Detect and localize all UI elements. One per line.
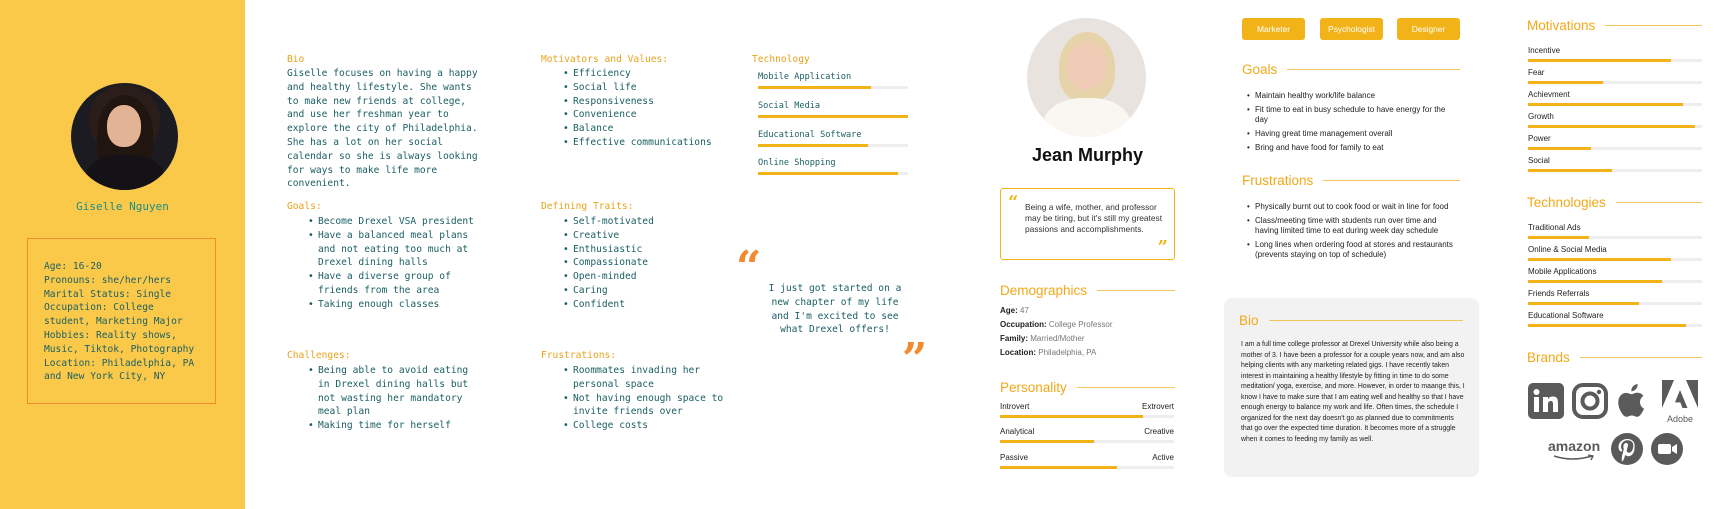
persona2-frustrations-list: [1245, 202, 1460, 264]
divider: [1323, 180, 1460, 181]
list-item: • Having great time management overall: [1245, 129, 1460, 139]
persona1-frustrations-title: Frustrations:: [541, 350, 617, 361]
info-location: Location: Philadelphia, PA and New York City, NY: [44, 357, 200, 383]
persona2-name: Jean Murphy: [1031, 145, 1144, 165]
persona1-frustrations-list: [563, 364, 738, 433]
meter-fill: [1528, 147, 1591, 150]
list-item: • Balance: [563, 122, 738, 136]
scale-right-label: Creative: [1144, 427, 1174, 436]
list-item: • Creative: [563, 229, 723, 243]
meter-track: [1528, 147, 1702, 150]
tech-item-mobile: [758, 72, 908, 89]
technology-friends-referrals: [1528, 289, 1702, 305]
quote-close-icon: ”: [902, 334, 928, 385]
list-item: • Long lines when ordering food at stores and restaurants (prevents staying on top of schedule): [1245, 240, 1460, 260]
kv-value: College Professor: [1048, 320, 1113, 329]
scale-left-label: Passive: [1000, 453, 1029, 462]
divider: [1077, 387, 1175, 388]
persona1-name: Giselle Nguyen: [76, 200, 169, 213]
tech-fill: [758, 115, 908, 118]
meter-label: Social: [1528, 156, 1550, 165]
meter-fill: [1528, 280, 1662, 283]
tech-track: [758, 115, 908, 118]
tech-track: [758, 172, 908, 175]
demographics-occupation: [1000, 320, 1113, 329]
scale-left-label: Analytical: [1000, 427, 1035, 436]
motivations-heading: [1527, 18, 1702, 33]
personality-scale-passive: [1000, 453, 1174, 469]
persona2-bio-card: [1224, 298, 1479, 477]
personality-heading: [1000, 380, 1175, 395]
amazon-label: amazon: [1548, 438, 1601, 454]
tech-item-educational: [758, 130, 908, 147]
persona2-quote-box: [1000, 188, 1175, 260]
list-item: • Taking enough classes: [308, 298, 483, 312]
divider: [1580, 357, 1702, 358]
avatar-body: [1043, 98, 1131, 137]
divider: [1605, 25, 1702, 26]
tech-fill: [758, 86, 871, 89]
meter-label: Growth: [1528, 112, 1554, 121]
list-item: • Maintain healthy work/life balance: [1245, 91, 1460, 101]
kv-key: Family:: [1000, 334, 1029, 343]
scale-track: [1000, 415, 1174, 418]
motivation-social: [1528, 156, 1702, 172]
meter-fill: [1528, 302, 1639, 305]
scale-right-label: Extrovert: [1141, 402, 1174, 411]
scale-left-label: Introvert: [1000, 402, 1030, 411]
amazon-icon: [1548, 438, 1604, 464]
persona1-technology-title: Technology: [752, 54, 810, 65]
tech-track: [758, 144, 908, 147]
list-item: • Making time for herself: [308, 419, 483, 433]
bio-heading: [1239, 313, 1463, 328]
persona1-goals-title: Goals:: [287, 201, 322, 212]
scale-right-label: Active: [1152, 453, 1174, 462]
avatar-body: [85, 155, 165, 190]
list-item: • Caring: [563, 284, 723, 298]
demographics-heading: [1000, 283, 1175, 298]
meter-label: Friends Referrals: [1528, 289, 1590, 298]
technology-educational-software: [1528, 311, 1702, 327]
persona2-bio-text: I am a full time college professor at Drexel University while also being a mother of 3. I have been a professor for a couple years now, and am also helping clients with any marketing related gigs. I have recently taken interest in maintaining a healthy lifestyle by fitting in time to do some meditation/ yoga, exercise, and more. However, in order to maange this, I know I have to make sure that I am eating well and healthy so that I have enough energy to balance my work and life. Often times, the schedule I organized for the next day doesn't go as planned due to commitments that go over the expected time duration. It becomes more of a struggle when it comes to feeding my family as well.: [1241, 341, 1465, 443]
kv-key: Occupation:: [1000, 320, 1047, 329]
scale-fill: [1000, 440, 1094, 443]
meter-fill: [1528, 59, 1671, 62]
persona1-quote: I just got started on a new chapter of my life and I'm excited to see what Drexel offers!: [768, 283, 902, 336]
info-hobbies: Hobbies: Reality shows, Music, Tiktok, Photography: [44, 329, 195, 355]
tag-designer: Designer: [1397, 18, 1460, 40]
list-item: • Open-minded: [563, 270, 723, 284]
divider: [1097, 290, 1175, 291]
demographics-age: [1000, 306, 1029, 315]
persona1-challenges-list: [308, 364, 483, 433]
list-item: • Fit time to eat in busy schedule to have energy for the day: [1245, 105, 1460, 125]
list-item: • Have a diverse group of friends from the area: [308, 270, 483, 298]
demographics-location: [1000, 348, 1096, 357]
kv-value: Philadelphia, PA: [1038, 348, 1097, 357]
pinterest-icon: [1610, 432, 1644, 466]
video-camera-icon: [1650, 432, 1684, 466]
personality-scale-introvert: [1000, 402, 1174, 418]
persona2-frustrations-heading: [1242, 173, 1460, 188]
meter-fill: [1528, 81, 1603, 84]
meter-fill: [1528, 258, 1671, 261]
motivations-title: Motivations: [1527, 18, 1596, 33]
list-item: • Efficiency: [563, 67, 738, 81]
frustrations-title: Frustrations: [1242, 173, 1314, 188]
apple-icon: [1615, 380, 1651, 420]
persona1-info-box: [27, 238, 216, 404]
persona2-goals-list: [1245, 91, 1460, 157]
meter-label: Power: [1528, 134, 1551, 143]
divider: [1287, 69, 1460, 70]
meter-track: [1528, 280, 1702, 283]
tech-label: Online Shopping: [758, 158, 836, 168]
tag-psychologist: Psychologist: [1320, 18, 1383, 40]
adobe-label: Adobe: [1666, 414, 1694, 424]
list-item: • Roommates invading her personal space: [563, 364, 738, 392]
meter-track: [1528, 59, 1702, 62]
linkedin-icon: [1527, 382, 1565, 420]
scale-fill: [1000, 415, 1143, 418]
persona2-goals-heading: [1242, 62, 1460, 77]
technology-traditional-ads: [1528, 223, 1702, 239]
motivation-fear: [1528, 68, 1702, 84]
list-item: • College costs: [563, 419, 738, 433]
persona1-challenges-title: Challenges:: [287, 350, 351, 361]
instagram-icon: [1571, 382, 1609, 420]
list-item: • Not having enough space to invite friends over: [563, 392, 738, 420]
motivation-growth: [1528, 112, 1702, 128]
list-item: • Social life: [563, 81, 738, 95]
meter-fill: [1528, 324, 1686, 327]
tech-fill: [758, 144, 868, 147]
info-age: Age: 16-20: [44, 261, 102, 272]
meter-label: Incentive: [1528, 46, 1561, 55]
meter-label: Educational Software: [1528, 311, 1604, 320]
list-item: • Convenience: [563, 108, 738, 122]
scale-track: [1000, 466, 1174, 469]
list-item: • Bring and have food for family to eat: [1245, 143, 1460, 153]
technologies-heading: [1527, 195, 1702, 210]
meter-track: [1528, 258, 1702, 261]
goals-title: Goals: [1242, 62, 1278, 77]
list-item: • Become Drexel VSA president: [308, 215, 483, 229]
avatar-face: [1067, 42, 1107, 90]
persona1-traits-list: [563, 215, 723, 312]
divider: [1616, 202, 1702, 203]
demographics-title: Demographics: [1000, 283, 1088, 298]
persona1-bio-title: Bio: [287, 54, 305, 65]
technology-online-social: [1528, 245, 1702, 261]
personality-scale-analytical: [1000, 427, 1174, 443]
meter-track: [1528, 302, 1702, 305]
info-occupation: Occupation: College student, Marketing Major: [44, 302, 183, 328]
meter-label: Mobile Applications: [1528, 267, 1597, 276]
brands-title: Brands: [1527, 350, 1570, 365]
persona1-motivators-title: Motivators and Values:: [541, 54, 669, 65]
meter-label: Achievment: [1528, 90, 1570, 99]
technologies-title: Technologies: [1527, 195, 1606, 210]
kv-value: 47: [1020, 306, 1029, 315]
list-item: • Physically burnt out to cook food or wait in line for food: [1245, 202, 1460, 212]
personality-title: Personality: [1000, 380, 1067, 395]
meter-label: Traditional Ads: [1528, 223, 1581, 232]
quote-open-icon: “: [736, 242, 762, 293]
list-item: • Being able to avoid eating in Drexel dining halls but not wasting her mandatory meal plan: [308, 364, 483, 419]
persona2-avatar: [1027, 18, 1146, 137]
list-item: • Class/meeting time with students run over time and having limited time to eat during week day schedule: [1245, 216, 1460, 236]
motivation-incentive: [1528, 46, 1702, 62]
meter-fill: [1528, 169, 1612, 172]
divider: [1269, 320, 1463, 321]
motivation-power: [1528, 134, 1702, 150]
meter-fill: [1528, 125, 1695, 128]
meter-track: [1528, 236, 1702, 239]
adobe-icon: [1658, 380, 1702, 424]
info-pronouns: Pronouns: she/her/hers: [44, 274, 172, 286]
list-item: • Have a balanced meal plans and not eating too much at Drexel dining halls: [308, 229, 483, 270]
persona1-goals-list: [308, 215, 483, 312]
tech-label: Social Media: [758, 101, 821, 111]
kv-key: Age:: [1000, 306, 1018, 315]
quote-open-icon: “: [1008, 192, 1019, 213]
meter-track: [1528, 103, 1702, 106]
bio-title: Bio: [1239, 313, 1259, 328]
persona1-avatar: [71, 83, 178, 190]
meter-fill: [1528, 103, 1683, 106]
meter-fill: [1528, 236, 1589, 239]
tech-label: Educational Software: [758, 130, 862, 140]
demographics-family: [1000, 334, 1085, 343]
kv-value: Married/Mother: [1030, 334, 1085, 343]
meter-track: [1528, 125, 1702, 128]
meter-track: [1528, 324, 1702, 327]
meter-track: [1528, 81, 1702, 84]
list-item: • Effective communications: [563, 136, 738, 150]
persona1-traits-title: Defining Traits:: [541, 201, 634, 212]
list-item: • Compassionate: [563, 256, 723, 270]
quote-close-icon: ”: [1157, 237, 1168, 258]
tag-marketer: Marketer: [1242, 18, 1305, 40]
list-item: • Responsiveness: [563, 95, 738, 109]
motivation-achievement: [1528, 90, 1702, 106]
tech-item-shopping: [758, 158, 908, 175]
persona1-motivators-list: [563, 67, 738, 150]
tech-fill: [758, 172, 898, 175]
kv-key: Location:: [1000, 348, 1036, 357]
tech-track: [758, 86, 908, 89]
scale-fill: [1000, 466, 1117, 469]
meter-track: [1528, 169, 1702, 172]
tech-item-social: [758, 101, 908, 118]
technology-mobile-apps: [1528, 267, 1702, 283]
tech-label: Mobile Application: [758, 72, 852, 82]
brands-heading: [1527, 350, 1702, 365]
list-item: • Enthusiastic: [563, 243, 723, 257]
list-item: • Self-motivated: [563, 215, 723, 229]
scale-track: [1000, 440, 1174, 443]
meter-label: Online & Social Media: [1528, 245, 1607, 254]
meter-label: Fear: [1528, 68, 1545, 77]
list-item: • Confident: [563, 298, 723, 312]
avatar-face: [107, 105, 141, 147]
info-marital-status: Marital Status: Single: [44, 288, 172, 300]
persona2-quote: Being a wife, mother, and professor may be tiring, but it's still my greatest passions and accomplishments.: [1025, 202, 1163, 234]
persona1-bio-text: Giselle focuses on having a happy and healthy lifestyle. She wants to make new friends at college, and use her freshman year to explore the city of Philadelphia. She has a lot on her social calendar so she is always looking for ways to make life more convenient.: [287, 68, 478, 190]
